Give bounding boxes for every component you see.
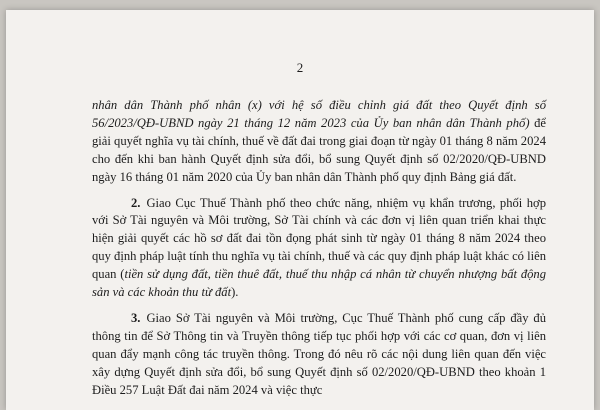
paragraph-3 — [92, 310, 546, 400]
document-body — [92, 97, 546, 408]
paragraph-2-italic: tiền sử dụng đất, tiền thuê đất, thuế thu nhập cá nhân từ chuyển nhượng bất động sản và các khoản thu từ đất — [92, 267, 547, 300]
paragraph-1-text: để giải quyết nghĩa vụ tài chính, thuế về đất đai trong giai đoạn từ ngày 01 tháng 8 năm 2024 cho đến khi ban hành Quyết định sửa đổi, bổ sung Quyết định số 02/2020/QĐ-UBND ngày 16 tháng 01 năm 2020 của Ủy ban nhân dân Thành phố quy định Bảng giá đất. — [92, 115, 546, 184]
paragraph-3-number: 3. — [131, 310, 141, 325]
paragraph-2-number: 2. — [131, 195, 141, 210]
paragraph-3-text: Giao Sở Tài nguyên và Môi trường, Cục Thuế Thành phố cung cấp đầy đủ thông tin để Sở Thông tin và Truyền thông tiếp tục phối hợp với các cơ quan, đơn vị liên quan đẩy mạnh công tác truyền thông. Trong đó nêu rõ các nội dung liên quan đến việc xây dựng Quyết định sửa đổi, bổ sung Quyết định số 02/2020/QĐ-UBND theo khoản 1 Điều 257 Luật Đất đai năm 2024 và việc thực — [92, 310, 546, 397]
paragraph-1-italic: nhân dân Thành phố nhân (x) với hệ số điều chỉnh giá đất theo Quyết định số 56/2023/QĐ-UBND ngày 21 tháng 12 năm 2023 của Ủy ban nhân dân Thành phố) — [92, 98, 546, 130]
paragraph-1 — [92, 97, 546, 187]
document-page — [6, 10, 594, 410]
paragraph-2-closing: ). — [231, 285, 239, 300]
page-number: 2 — [296, 60, 304, 75]
paragraph-2-text: Giao Cục Thuế Thành phố theo chức năng, nhiệm vụ khẩn trương, phối hợp với Sở Tài nguyên và Môi trường, Sở Tài chính và các đơn vị liên quan triển khai thực hiện giải quyết các hồ sơ đất đai tồn đọng phát sinh từ ngày 01 tháng 8 năm 2024 theo quy định pháp luật tính thu nghĩa vụ tài chính, thuế và các quy định pháp luật khác có liên quan ( — [92, 195, 546, 282]
paragraph-2 — [92, 195, 546, 302]
